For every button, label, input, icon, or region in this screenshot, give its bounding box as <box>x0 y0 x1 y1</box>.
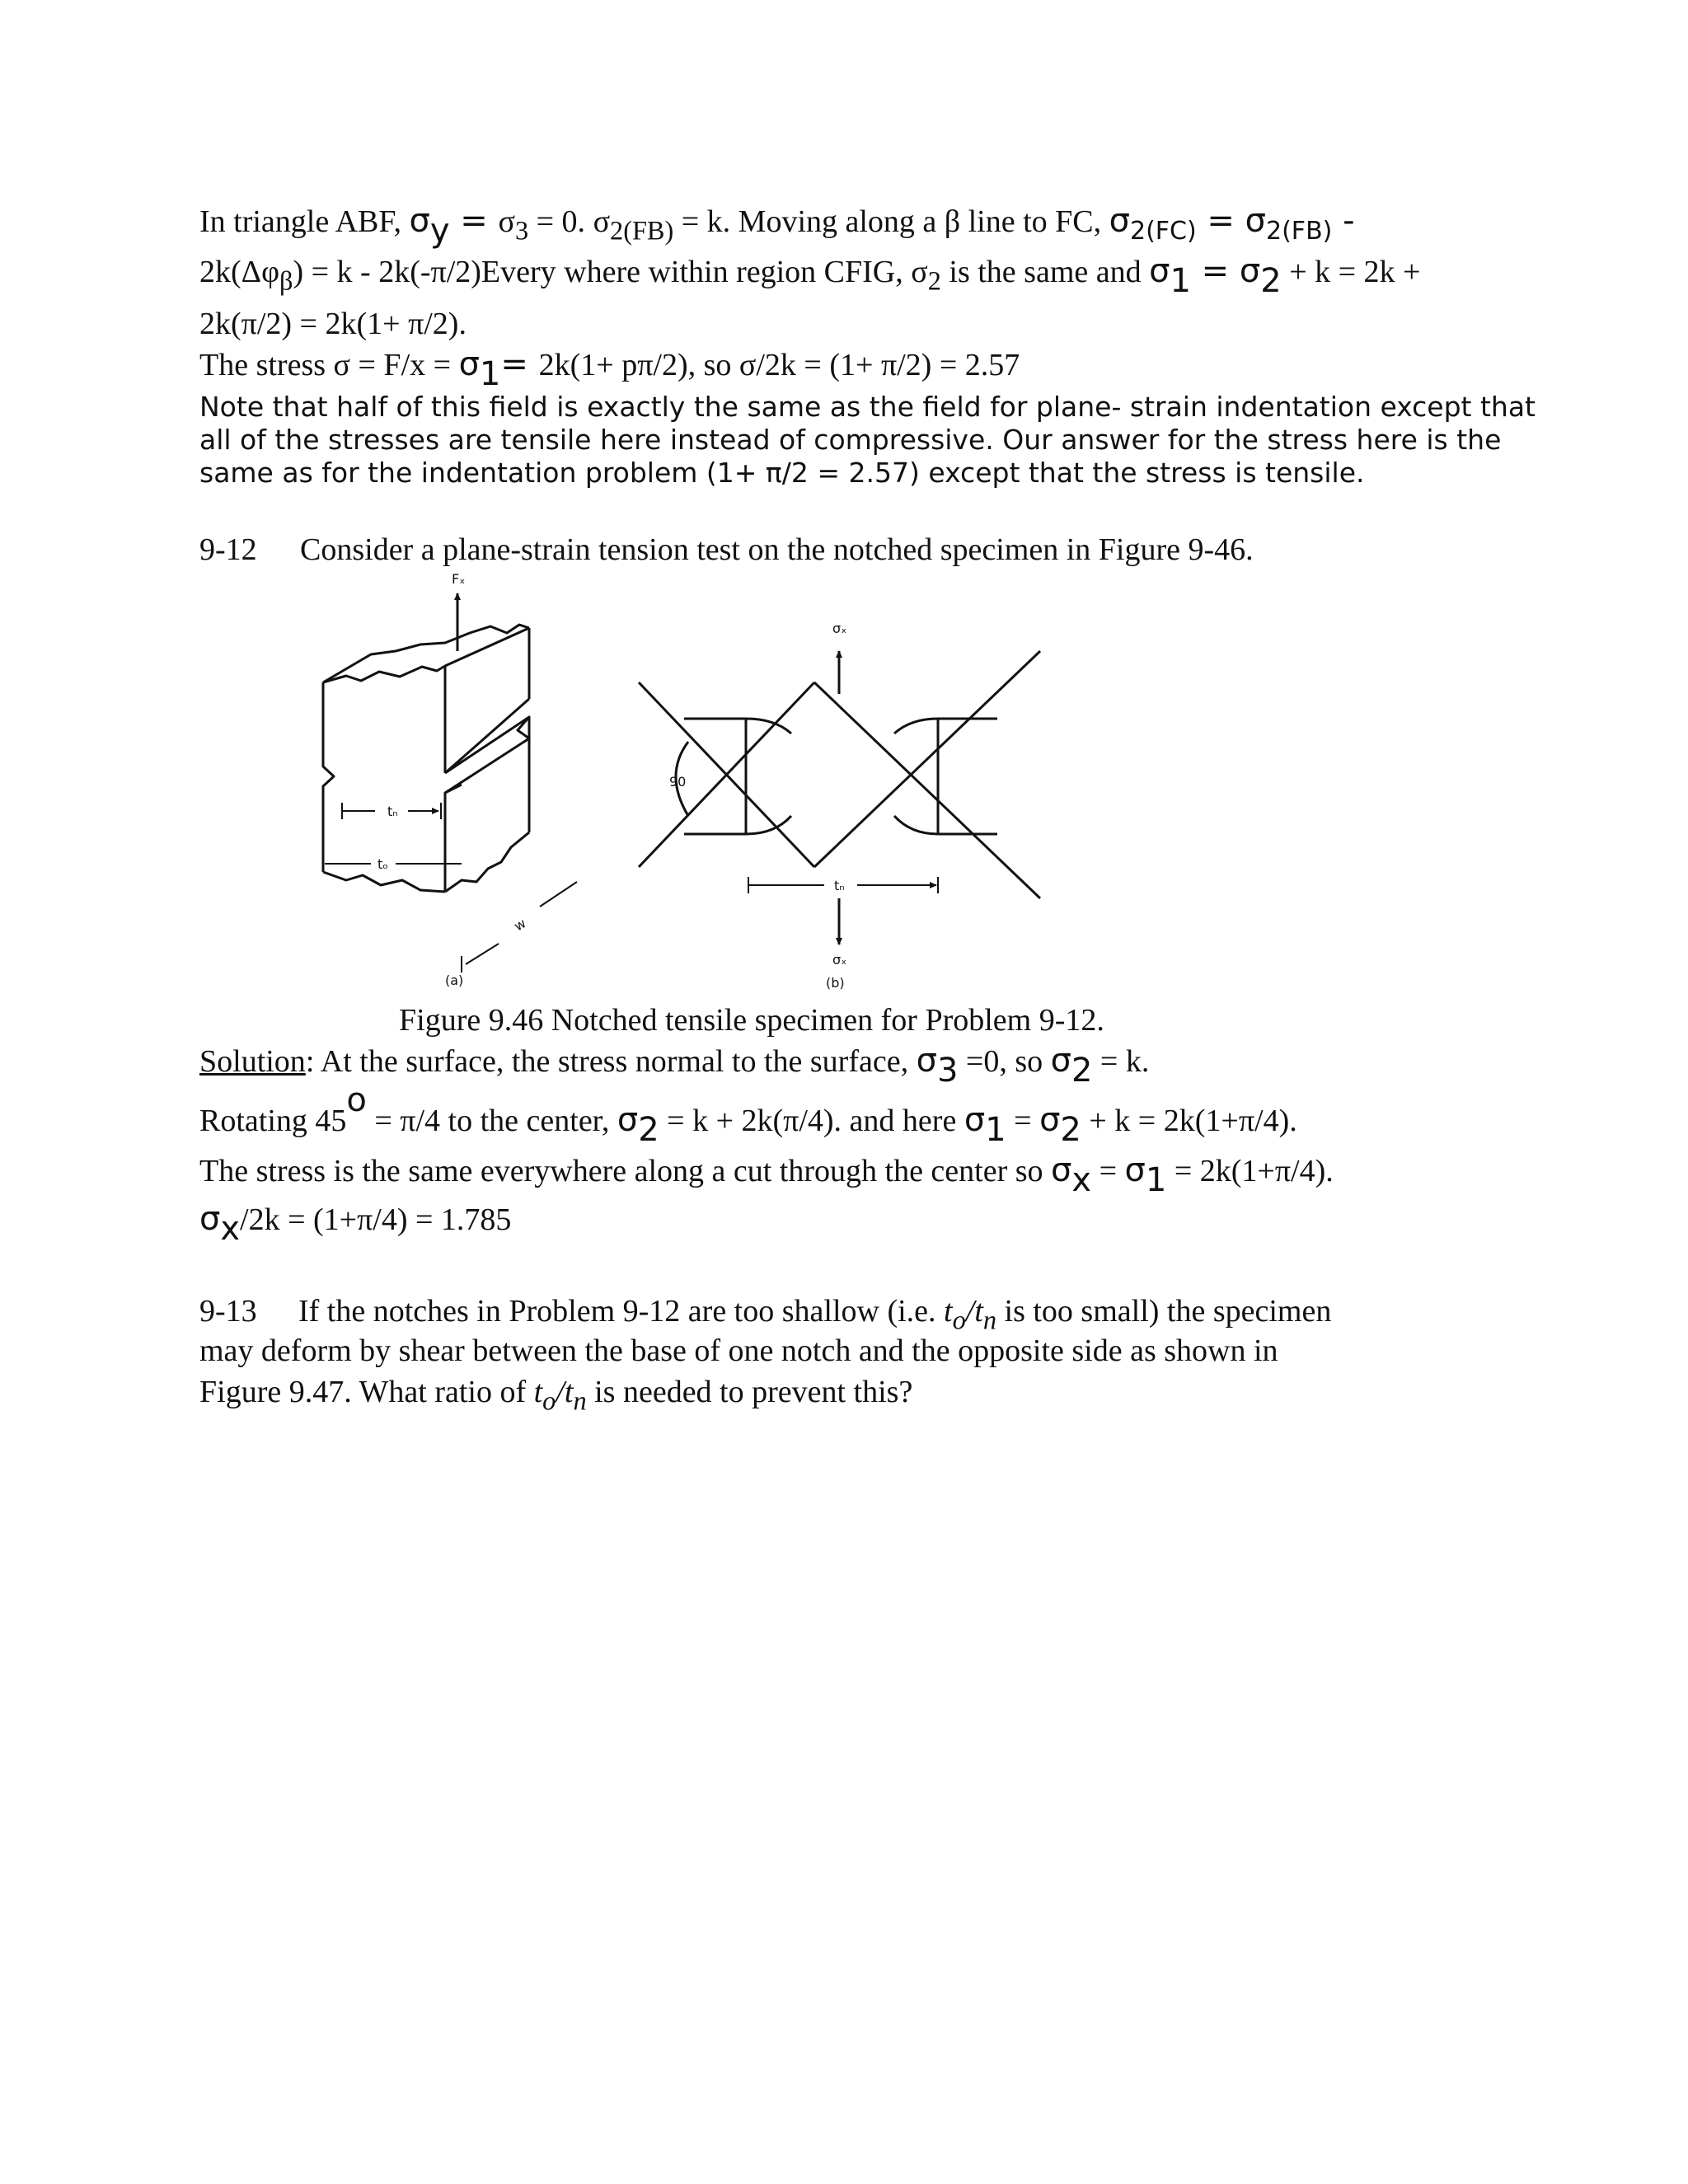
text: - <box>1332 202 1355 240</box>
t-var: t <box>944 1294 953 1329</box>
top-front-break <box>323 666 445 682</box>
sub: β <box>279 265 293 296</box>
text: is needed to prevent this? <box>586 1375 913 1409</box>
solution-line-3 <box>199 1150 1601 1199</box>
sigma: σ <box>1245 202 1267 240</box>
right-x-line-2 <box>814 651 1040 867</box>
sigma: σ <box>1050 1042 1071 1080</box>
line-stress <box>199 344 1601 393</box>
text: is the same and <box>940 255 1150 289</box>
notched-specimen-figure <box>313 569 1055 997</box>
slash: / <box>965 1294 975 1329</box>
sub: o <box>542 1385 556 1416</box>
label-b: (b) <box>826 975 845 991</box>
problem-text: Consider a plane-strain tension test on the notched specimen in Figure 9-46. <box>300 532 1254 567</box>
specimen-3d-drawing <box>323 625 529 892</box>
tn-label-b: tₙ <box>834 878 845 893</box>
t-var: t <box>533 1375 543 1409</box>
text: = <box>1091 1154 1125 1188</box>
t-var: t <box>974 1294 983 1329</box>
sigma: σ <box>964 1101 986 1139</box>
bottom-front-break <box>323 872 445 892</box>
sigma: σ <box>458 345 480 383</box>
sigma: σ <box>911 255 928 289</box>
sub: n <box>573 1385 587 1416</box>
left-face-edge <box>323 682 334 872</box>
sub: x <box>220 1210 241 1248</box>
right-notch-bottom <box>894 816 997 834</box>
problem-9-13-line-2: may deform by shear between the base of one notch and the opposite side as shown in <box>199 1333 1278 1368</box>
problem-number: 9-12 <box>199 532 257 567</box>
sub: 3 <box>514 215 529 246</box>
problem-9-13-line-3 <box>199 1371 1601 1416</box>
text: = k. Moving along a β line to FC, <box>673 204 1109 239</box>
problem-9-12 <box>199 529 1601 570</box>
line-triangle-abf <box>199 200 1601 250</box>
text: = <box>449 202 499 240</box>
sigma: σ <box>1239 252 1261 290</box>
text: = 0. <box>528 204 593 239</box>
text: The stress σ = F/x = <box>199 348 459 382</box>
slash: / <box>556 1375 565 1409</box>
tn-label-a: tₙ <box>387 804 398 819</box>
sigma: σ <box>916 1042 937 1080</box>
text: Rotating 45 <box>199 1104 347 1138</box>
problem-9-13-line-1 <box>199 1291 1601 1335</box>
text: =0, so <box>958 1044 1051 1079</box>
notch <box>445 717 529 793</box>
sx-top-label: σₓ <box>832 621 847 636</box>
sx-bottom-label: σₓ <box>832 952 847 968</box>
sub: 2(FB) <box>610 215 674 246</box>
note-line-3: same as for the indentation problem (1+ π/2 = 2.57) except that the stress is tensile. <box>199 457 1365 489</box>
sigma: σ <box>1051 1151 1072 1189</box>
text: 2k(1+ pπ/2), so σ/2k = (1+ π/2) = 2.57 <box>538 348 1020 382</box>
text: + k = 2k + <box>1281 255 1421 289</box>
top-back-break <box>323 625 529 682</box>
sub: 1 <box>985 1111 1006 1149</box>
solution-line-2 <box>199 1081 1601 1149</box>
sub: 1 <box>479 355 501 393</box>
bottom-right-break <box>445 832 529 892</box>
sub: y <box>429 212 450 250</box>
note-line-2: all of the stresses are tensile here instead of compressive. Our answer for the stress here is the <box>199 424 1502 456</box>
text: + k = 2k(1+π/4). <box>1081 1104 1297 1138</box>
sub: 2 <box>638 1111 659 1149</box>
sub: o <box>952 1305 966 1335</box>
sigma: σ <box>199 1200 221 1238</box>
left-notch-top <box>684 719 791 733</box>
text: The stress is the same everywhere along a cut through the center so <box>199 1154 1052 1188</box>
sub: 2 <box>927 265 941 296</box>
text: = <box>500 345 539 383</box>
sigma: σ <box>1149 252 1170 290</box>
sup: o <box>346 1081 367 1119</box>
sigma: σ <box>409 202 430 240</box>
notch-groove <box>445 699 529 773</box>
sigma: σ <box>593 204 611 239</box>
text: = <box>1006 1104 1040 1138</box>
sub: n <box>982 1305 997 1335</box>
text: = <box>1190 252 1240 290</box>
figure-caption: Figure 9.46 Notched tensile specimen for Problem 9-12. <box>399 1003 1104 1038</box>
text: /2k = (1+π/4) = 1.785 <box>240 1202 512 1237</box>
text: = <box>1196 202 1245 240</box>
sub: 2 <box>1060 1111 1081 1149</box>
text: If the notches in Problem 9-12 are too shallow (i.e. <box>298 1294 945 1329</box>
text: In triangle ABF, <box>199 204 410 239</box>
solution-line-4 <box>199 1198 1601 1248</box>
fx-label: Fₓ <box>452 571 466 587</box>
text: = 2k(1+π/4). <box>1166 1154 1334 1188</box>
sub: 2 <box>1260 262 1282 300</box>
solution-label: Solution <box>199 1044 306 1079</box>
text: = k. <box>1092 1044 1150 1079</box>
angle-label: 90 <box>669 774 687 790</box>
sigma: σ <box>1039 1101 1061 1139</box>
line-region-cfig <box>199 251 1601 300</box>
to-label-a: tₒ <box>377 856 388 872</box>
text: = k + 2k(π/4). and here <box>659 1104 964 1138</box>
label-a: (a) <box>445 972 464 988</box>
right-x-line-1 <box>814 682 1040 898</box>
text: ) = k - 2k(-π/2)Every where within region CFIG, <box>293 255 912 289</box>
sub: 1 <box>1145 1161 1167 1199</box>
sub: 2(FC) <box>1130 217 1197 246</box>
text: 2k(Δφ <box>199 255 280 289</box>
problem-number: 9-13 <box>199 1294 257 1329</box>
right-notch-top <box>894 719 997 733</box>
w-label: w <box>511 915 529 935</box>
sigma: σ <box>498 204 515 239</box>
solution-line-1 <box>199 1040 1601 1090</box>
line-2k-pi: 2k(π/2) = 2k(1+ π/2). <box>199 307 467 341</box>
sub: 2(FB) <box>1266 217 1333 246</box>
sub: 3 <box>936 1052 959 1090</box>
sigma: σ <box>1124 1151 1146 1189</box>
w-dim-left <box>466 944 499 964</box>
sigma: σ <box>617 1101 639 1139</box>
w-dim-right <box>540 882 577 907</box>
text: = π/4 to the center, <box>366 1104 617 1138</box>
sub: 1 <box>1170 262 1191 300</box>
t-var: t <box>564 1375 574 1409</box>
sub: x <box>1071 1161 1092 1199</box>
text: is too small) the specimen <box>996 1294 1332 1329</box>
text: Figure 9.47. What ratio of <box>199 1375 534 1409</box>
text: : At the surface, the stress normal to the surface, <box>305 1044 917 1079</box>
sub: 2 <box>1071 1052 1093 1090</box>
note-line-1: Note that half of this field is exactly the same as the field for plane- strain indentation except that <box>199 391 1536 423</box>
sigma: σ <box>1109 202 1130 240</box>
